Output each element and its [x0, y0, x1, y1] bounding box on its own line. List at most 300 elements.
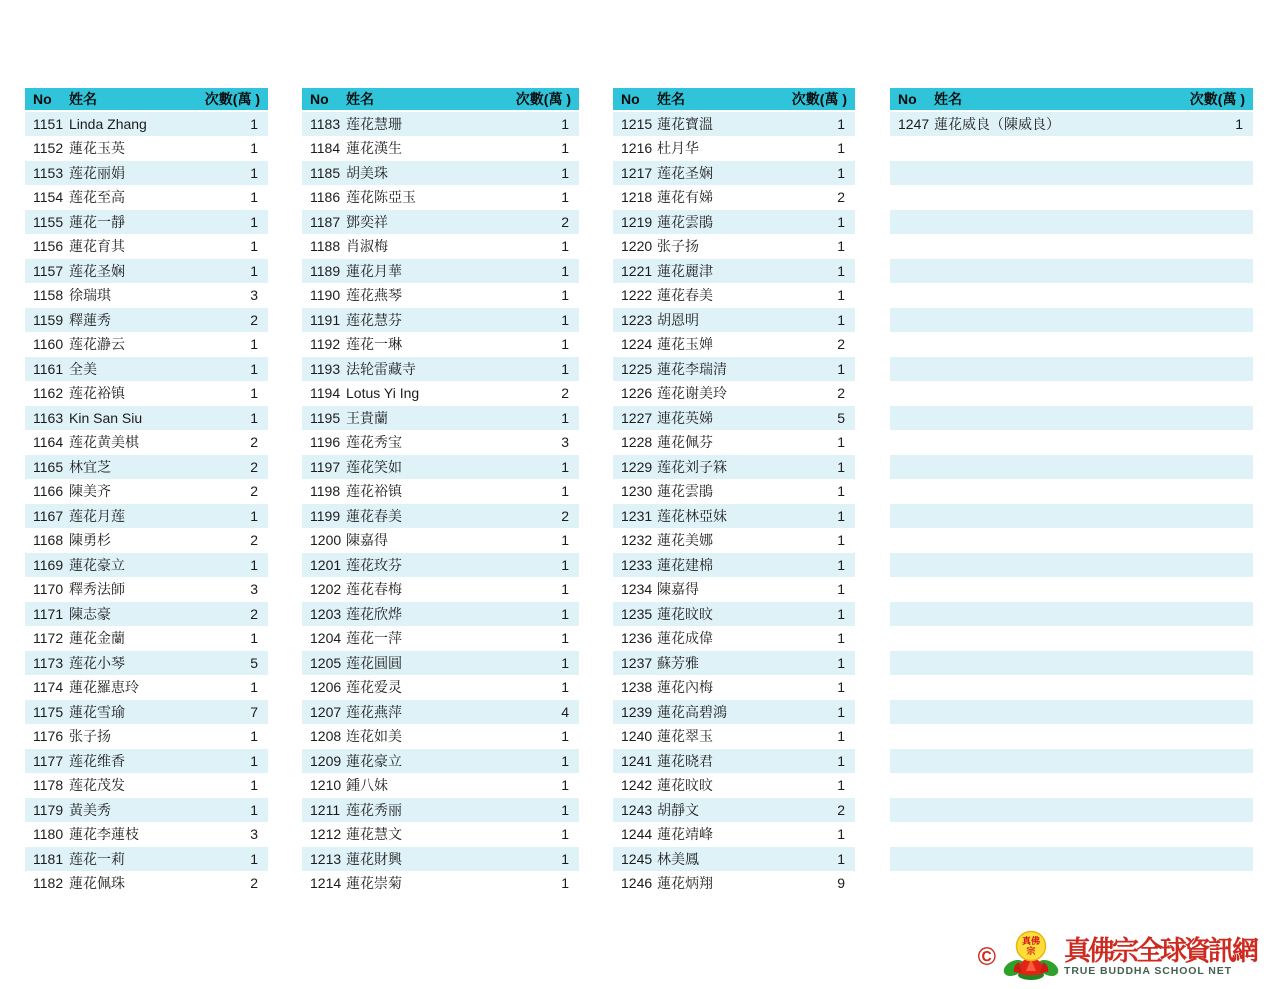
- copyright-icon: ©: [977, 943, 996, 971]
- table-row: [25, 455, 268, 480]
- table-row: [890, 651, 1253, 676]
- row-name: 莲花茂发: [69, 777, 125, 794]
- table-row: [25, 112, 268, 137]
- row-number: 1172: [33, 630, 64, 647]
- table-row: [302, 455, 579, 480]
- table-row: [890, 284, 1253, 309]
- row-count: 1: [837, 605, 845, 622]
- row-count: 1: [837, 164, 845, 181]
- table-row: [613, 823, 855, 848]
- table-row: [302, 676, 579, 701]
- row-name: 胡恩明: [657, 311, 699, 328]
- row-count: 1: [837, 287, 845, 304]
- row-name: 蓮花李蓮枝: [69, 826, 139, 843]
- site-title-en: TRUE BUDDHA SCHOOL NET: [1064, 965, 1232, 978]
- table-row: [890, 725, 1253, 750]
- row-count: 1: [250, 336, 258, 353]
- row-count: 2: [250, 532, 258, 549]
- row-name: 莲花欣烨: [346, 605, 402, 622]
- header-name: 姓名: [657, 91, 685, 107]
- row-name: 连花如美: [346, 728, 402, 745]
- row-name: Lotus Yi Ing: [346, 385, 420, 402]
- row-name: 莲花燕琴: [346, 287, 402, 304]
- table-row: [25, 431, 268, 456]
- table-row: [25, 700, 268, 725]
- row-count: 1: [837, 581, 845, 598]
- row-name: 莲花林亞妹: [657, 507, 727, 524]
- row-number: 1235: [621, 605, 653, 622]
- table-row: [302, 333, 579, 358]
- table-row: [890, 749, 1253, 774]
- table-row: [302, 161, 579, 186]
- row-number: 1208: [310, 728, 342, 745]
- table-row: [25, 823, 268, 848]
- row-number: 1243: [621, 801, 653, 818]
- row-name: 张子扬: [657, 238, 699, 255]
- row-count: 1: [837, 115, 845, 132]
- row-number: 1209: [310, 752, 342, 769]
- table-row: [890, 259, 1253, 284]
- row-name: 莲花月莲: [69, 507, 125, 524]
- row-name: 蓮花一靜: [69, 213, 125, 230]
- table-row: [25, 578, 268, 603]
- table-row: [613, 602, 855, 627]
- row-number: 1240: [621, 728, 653, 745]
- table-row: [302, 553, 579, 578]
- row-name: 胡靜文: [657, 801, 699, 818]
- row-number: 1233: [621, 556, 653, 573]
- row-count: 1: [837, 360, 845, 377]
- row-count: 1: [250, 360, 258, 377]
- row-count: 1: [837, 483, 845, 500]
- table-header: [890, 88, 1253, 112]
- row-number: 1197: [310, 458, 341, 475]
- row-name: Kin San Siu: [69, 409, 143, 426]
- table-row: [25, 480, 268, 505]
- table-row: [25, 161, 268, 186]
- row-count: 1: [561, 532, 569, 549]
- row-name: 莲花慧珊: [346, 115, 402, 132]
- row-number: 1159: [33, 311, 64, 328]
- row-number: 1196: [310, 434, 341, 451]
- row-number: 1223: [621, 311, 653, 328]
- table-row: [613, 725, 855, 750]
- table-row: [890, 112, 1253, 137]
- row-name: 蓮花麗津: [657, 262, 713, 279]
- row-name: 莲花裕镇: [69, 385, 125, 402]
- table-row: [890, 676, 1253, 701]
- row-number: 1221: [621, 262, 653, 279]
- table-row: [302, 112, 579, 137]
- contribution-table-1: [25, 88, 268, 896]
- row-number: 1198: [310, 483, 341, 500]
- row-number: 1230: [621, 483, 653, 500]
- row-number: 1194: [310, 385, 341, 402]
- table-row: [302, 382, 579, 407]
- row-number: 1225: [621, 360, 653, 377]
- row-count: 3: [250, 287, 258, 304]
- table-row: [302, 872, 579, 897]
- row-count: 2: [837, 189, 845, 206]
- row-count: 2: [250, 458, 258, 475]
- table-row: [25, 774, 268, 799]
- svg-text:宗: 宗: [1026, 947, 1036, 957]
- table-row: [890, 798, 1253, 823]
- table-row: [613, 406, 855, 431]
- row-number: 1170: [33, 581, 64, 598]
- row-count: 1: [561, 164, 569, 181]
- row-number: 1200: [310, 532, 342, 549]
- contribution-table-4: [890, 88, 1253, 896]
- row-number: 1180: [33, 826, 64, 843]
- table-row: [890, 357, 1253, 382]
- row-count: 1: [837, 311, 845, 328]
- row-name: 莲花一萍: [346, 630, 402, 647]
- row-number: 1163: [33, 409, 64, 426]
- table-row: [613, 235, 855, 260]
- table-row: [302, 235, 579, 260]
- row-name: 蓮花建棉: [657, 556, 713, 573]
- table-row: [613, 553, 855, 578]
- header-name: 姓名: [69, 91, 97, 107]
- row-count: 1: [561, 850, 569, 867]
- row-name: 莲花圣娴: [69, 262, 125, 279]
- row-number: 1176: [33, 728, 64, 745]
- row-number: 1216: [621, 140, 653, 157]
- row-number: 1178: [33, 777, 64, 794]
- header-count: 次數(萬 ): [791, 91, 847, 107]
- row-count: 1: [561, 409, 569, 426]
- row-number: 1204: [310, 630, 342, 647]
- row-number: 1224: [621, 336, 653, 353]
- row-count: 3: [250, 581, 258, 598]
- row-count: 1: [561, 458, 569, 475]
- row-count: 2: [837, 385, 845, 402]
- row-number: 1169: [33, 556, 64, 573]
- row-name: 鄧奕祥: [346, 213, 388, 230]
- table-row: [25, 357, 268, 382]
- row-name: 莲花秀宝: [346, 434, 402, 451]
- table-row: [613, 627, 855, 652]
- table-row: [25, 798, 268, 823]
- row-name: 蓮花成偉: [657, 630, 713, 647]
- row-number: 1182: [33, 875, 64, 892]
- row-count: 1: [561, 262, 569, 279]
- row-name: 肖淑梅: [346, 238, 388, 255]
- row-count: 1: [561, 360, 569, 377]
- row-name: 莲花秀丽: [346, 801, 402, 818]
- contribution-table-2: [302, 88, 579, 896]
- table-row: [890, 504, 1253, 529]
- row-number: 1247: [898, 115, 930, 132]
- row-number: 1184: [310, 140, 341, 157]
- row-count: 1: [250, 777, 258, 794]
- row-number: 1192: [310, 336, 341, 353]
- table-row: [613, 284, 855, 309]
- row-number: 1214: [310, 875, 342, 892]
- row-name: 莲花慧芬: [346, 311, 402, 328]
- row-count: 1: [250, 140, 258, 157]
- table-row: [25, 137, 268, 162]
- row-name: 莲花丽娟: [69, 164, 125, 181]
- table-row: [613, 700, 855, 725]
- row-name: 陳嘉得: [657, 581, 699, 598]
- row-count: 1: [837, 777, 845, 794]
- row-count: 1: [561, 728, 569, 745]
- row-name: 莲花小琴: [69, 654, 125, 671]
- row-count: 4: [561, 703, 569, 720]
- table-row: [25, 553, 268, 578]
- table-row: [302, 578, 579, 603]
- row-count: 2: [561, 385, 569, 402]
- table-row: [613, 112, 855, 137]
- table-row: [613, 480, 855, 505]
- row-name: 蓮花財興: [346, 850, 402, 867]
- row-number: 1242: [621, 777, 653, 794]
- row-number: 1185: [310, 164, 341, 181]
- table-row: [613, 676, 855, 701]
- table-row: [613, 872, 855, 897]
- header-name: 姓名: [934, 91, 962, 107]
- row-name: 莲花春梅: [346, 581, 402, 598]
- row-count: 1: [561, 679, 569, 696]
- table-row: [302, 210, 579, 235]
- row-count: 1: [561, 336, 569, 353]
- table-row: [302, 700, 579, 725]
- header-no: No: [33, 91, 52, 107]
- row-name: 蓮花旼旼: [657, 777, 713, 794]
- table-row: [890, 578, 1253, 603]
- table-row: [302, 823, 579, 848]
- table-row: [613, 847, 855, 872]
- row-count: 3: [561, 434, 569, 451]
- row-number: 1227: [621, 409, 653, 426]
- row-count: 1: [837, 140, 845, 157]
- row-name: 蓮花佩芬: [657, 434, 713, 451]
- table-row: [25, 749, 268, 774]
- row-number: 1177: [33, 752, 64, 769]
- table-row: [890, 308, 1253, 333]
- table-row: [25, 602, 268, 627]
- row-number: 1234: [621, 581, 653, 598]
- table-row: [613, 382, 855, 407]
- row-number: 1195: [310, 409, 341, 426]
- table-row: [890, 602, 1253, 627]
- row-number: 1229: [621, 458, 653, 475]
- row-count: 1: [837, 532, 845, 549]
- row-count: 1: [561, 630, 569, 647]
- row-number: 1157: [33, 262, 64, 279]
- row-count: 1: [561, 311, 569, 328]
- table-row: [25, 308, 268, 333]
- row-name: 蓮花月華: [346, 262, 402, 279]
- row-count: 7: [250, 703, 258, 720]
- table-row: [613, 333, 855, 358]
- row-number: 1241: [621, 752, 653, 769]
- row-number: 1246: [621, 875, 653, 892]
- table-row: [302, 627, 579, 652]
- table-row: [302, 749, 579, 774]
- table-body: [890, 112, 1253, 896]
- row-number: 1215: [621, 115, 653, 132]
- site-title-zh: 真佛宗全球資訊網: [1064, 936, 1256, 967]
- row-name: 蓮花靖峰: [657, 826, 713, 843]
- row-name: 莲花裕镇: [346, 483, 402, 500]
- table-row: [613, 578, 855, 603]
- row-name: 蓮花威良（陳威良）: [934, 115, 1060, 132]
- row-count: 1: [561, 654, 569, 671]
- row-name: 蓮花翠玉: [657, 728, 713, 745]
- table-row: [302, 504, 579, 529]
- row-number: 1210: [310, 777, 342, 794]
- row-count: 1: [1235, 115, 1243, 132]
- table-row: [613, 431, 855, 456]
- contribution-table-3: [613, 88, 855, 896]
- row-name: 莲花维香: [69, 752, 125, 769]
- row-number: 1228: [621, 434, 653, 451]
- row-number: 1156: [33, 238, 64, 255]
- row-name: 林宜芝: [69, 458, 111, 475]
- site-logo-text: [1064, 938, 1256, 977]
- row-number: 1226: [621, 385, 653, 402]
- row-number: 1183: [310, 115, 341, 132]
- row-number: 1202: [310, 581, 342, 598]
- row-name: 蓮花漢生: [346, 140, 402, 157]
- table-row: [890, 161, 1253, 186]
- header-no: No: [310, 91, 329, 107]
- row-count: 2: [250, 605, 258, 622]
- row-name: 莲花一琳: [346, 336, 402, 353]
- table-row: [890, 553, 1253, 578]
- row-name: 林美鳳: [657, 850, 699, 867]
- row-count: 1: [561, 875, 569, 892]
- row-count: 1: [561, 777, 569, 794]
- row-number: 1152: [33, 140, 64, 157]
- row-number: 1222: [621, 287, 653, 304]
- row-name: 鍾八妹: [346, 777, 388, 794]
- table-row: [25, 627, 268, 652]
- row-name: 莲花黄美棋: [69, 434, 139, 451]
- row-count: 9: [837, 875, 845, 892]
- row-number: 1244: [621, 826, 653, 843]
- row-number: 1158: [33, 287, 64, 304]
- row-name: 蓮花高碧鴻: [657, 703, 727, 720]
- row-number: 1160: [33, 336, 64, 353]
- row-count: 1: [250, 801, 258, 818]
- row-number: 1245: [621, 850, 653, 867]
- table-row: [25, 847, 268, 872]
- table-row: [890, 210, 1253, 235]
- row-name: 蓮花雲鵑: [657, 213, 713, 230]
- table-row: [890, 431, 1253, 456]
- row-count: 1: [837, 703, 845, 720]
- table-row: [302, 847, 579, 872]
- row-number: 1155: [33, 213, 64, 230]
- row-name: 蓮花寶溫: [657, 115, 713, 132]
- row-number: 1190: [310, 287, 341, 304]
- table-row: [302, 308, 579, 333]
- row-number: 1239: [621, 703, 653, 720]
- table-row: [302, 431, 579, 456]
- row-name: 莲花圓圓: [346, 654, 402, 671]
- row-name: 莲花陈亞玉: [346, 189, 416, 206]
- table-row: [302, 798, 579, 823]
- row-count: 1: [250, 728, 258, 745]
- table-row: [890, 872, 1253, 897]
- row-name: 蓮花晓君: [657, 752, 713, 769]
- table-row: [613, 651, 855, 676]
- row-number: 1217: [621, 164, 653, 181]
- row-name: 蓮花玉英: [69, 140, 125, 157]
- row-name: 杜月华: [657, 140, 699, 157]
- row-name: 蓮花豪立: [69, 556, 125, 573]
- row-number: 1218: [621, 189, 653, 206]
- row-count: 2: [837, 336, 845, 353]
- row-number: 1205: [310, 654, 342, 671]
- row-name: 蓮花雪瑜: [69, 703, 125, 720]
- row-count: 1: [250, 238, 258, 255]
- row-number: 1166: [33, 483, 64, 500]
- row-name: 陳勇杉: [69, 532, 111, 549]
- row-name: 莲花瀞云: [69, 336, 125, 353]
- table-row: [25, 382, 268, 407]
- row-name: 莲花圣娴: [657, 164, 713, 181]
- row-count: 1: [561, 238, 569, 255]
- table-row: [25, 406, 268, 431]
- row-name: 蓮花春美: [657, 287, 713, 304]
- row-name: 蓮花羅恵玲: [69, 679, 139, 696]
- row-name: 釋秀法師: [69, 581, 125, 598]
- row-number: 1174: [33, 679, 64, 696]
- row-number: 1151: [33, 115, 64, 132]
- row-count: 1: [250, 507, 258, 524]
- table-body: [302, 112, 579, 896]
- table-row: [25, 676, 268, 701]
- row-number: 1175: [33, 703, 64, 720]
- row-count: 1: [250, 556, 258, 573]
- site-logo: [978, 929, 1256, 986]
- row-name: 蓮花雲鵑: [657, 483, 713, 500]
- table-row: [613, 210, 855, 235]
- table-row: [890, 406, 1253, 431]
- table-row: [302, 725, 579, 750]
- header-name: 姓名: [346, 91, 374, 107]
- row-count: 1: [837, 728, 845, 745]
- row-name: 莲花谢美玲: [657, 385, 727, 402]
- row-count: 2: [837, 801, 845, 818]
- row-name: 蓮花旼旼: [657, 605, 713, 622]
- row-count: 1: [837, 630, 845, 647]
- table-row: [25, 284, 268, 309]
- row-count: 1: [250, 679, 258, 696]
- row-count: 1: [561, 826, 569, 843]
- row-name: 蓮花慧文: [346, 826, 402, 843]
- row-name: 莲花一莉: [69, 850, 125, 867]
- row-number: 1167: [33, 507, 64, 524]
- row-number: 1168: [33, 532, 64, 549]
- row-count: 1: [250, 164, 258, 181]
- row-name: 全美: [69, 360, 97, 377]
- table-row: [613, 529, 855, 554]
- row-count: 1: [837, 238, 845, 255]
- table-row: [25, 529, 268, 554]
- row-number: 1220: [621, 238, 653, 255]
- row-count: 5: [250, 654, 258, 671]
- row-name: Linda Zhang: [69, 115, 147, 132]
- table-row: [302, 774, 579, 799]
- row-number: 1171: [33, 605, 64, 622]
- row-name: 莲花笑如: [346, 458, 402, 475]
